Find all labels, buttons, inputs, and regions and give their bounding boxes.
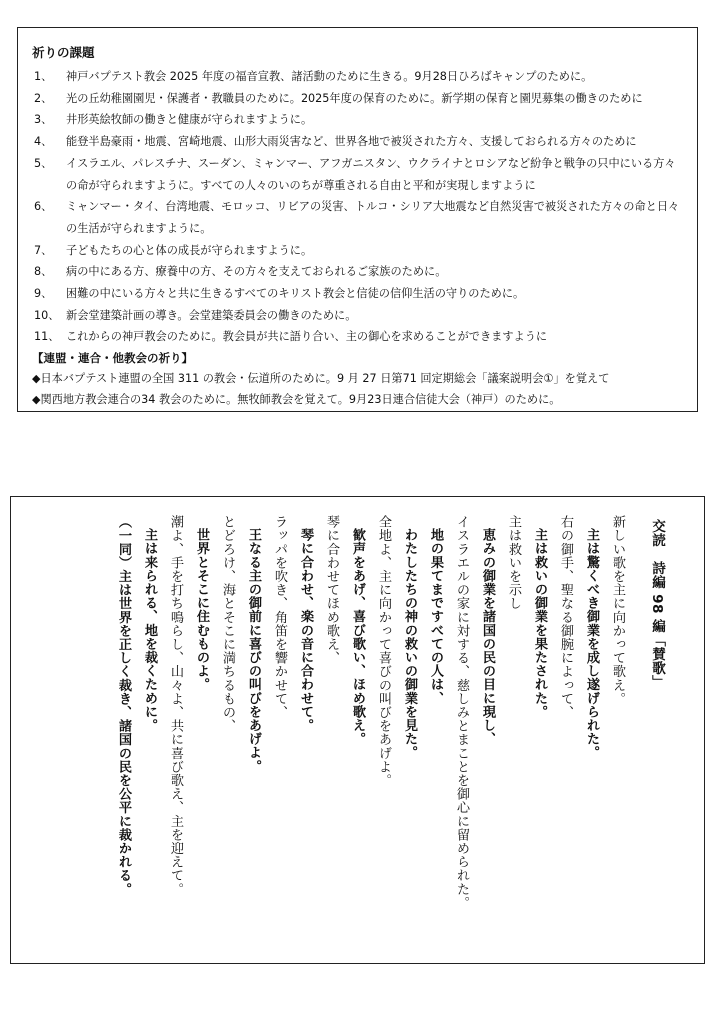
prayer-item-number: 8、 xyxy=(34,265,53,279)
reading-response-line: 恵みの御業を諸国の民の目に現し、 xyxy=(480,528,495,746)
prayer-section xyxy=(17,27,698,412)
prayer-item-text: 光の丘幼稚園園児・保護者・教職員のために。2025年度の保育のために。新学期の保育と園児募集の働きのために xyxy=(66,91,643,105)
diamond-bullet-icon: ◆ xyxy=(32,372,41,386)
reading-final-line xyxy=(110,515,136,955)
prayer-item xyxy=(32,109,685,131)
reading-leader-line: 主は救いを示し xyxy=(506,515,521,611)
prayer-item-text: これからの神戸教会のために。教会員が共に語り合い、主の御心を求めることができますように xyxy=(66,330,548,344)
responsive-reading-section xyxy=(10,496,705,964)
reading-leader-line: 全地よ、主に向かって喜びの叫びをあげよ。 xyxy=(376,515,391,787)
union-heading: 【連盟・連合・他教会の祈り】 xyxy=(32,351,193,366)
prayer-item-number: 2、 xyxy=(34,91,53,105)
reading-leader-line: とどろけ、海とそこに満ちるもの、 xyxy=(220,515,235,733)
prayer-item-text: 困難の中にいる方々と共に生きるすべてのキリスト教会と信徒の信仰生活の守りのために。 xyxy=(66,287,525,301)
prayer-item xyxy=(32,261,685,283)
prayer-list xyxy=(32,66,685,348)
reading-response-line: 世界とそこに住むものよ。 xyxy=(194,528,209,692)
reading-leader-line: ラッパを吹き、角笛を響かせて、 xyxy=(272,515,287,719)
prayer-item-number: 10、 xyxy=(34,308,60,322)
prayer-item xyxy=(32,305,685,327)
reading-leader-line: 潮よ、手を打ち鳴らし、山々よ、共に喜び歌え、主を迎えて。 xyxy=(168,515,183,896)
union-prayer-text: 日本バプテスト連盟の全国 311 の教会・伝道所のために。9 月 27 日第71 回定期総会「議案説明会①」を覚えて xyxy=(40,372,610,386)
prayer-item-number: 5、 xyxy=(34,156,53,170)
prayer-item-number: 11、 xyxy=(34,330,60,344)
union-prayer-item xyxy=(32,389,685,410)
reading-response-line: 琴に合わせ、楽の音に合わせて。 xyxy=(298,528,313,732)
prayer-item-text: 新会堂建築計画の導き。会堂建築委員会の働きのために。 xyxy=(66,308,357,322)
reading-response-line: 王なる主の御前に喜びの叫びをあげよ。 xyxy=(246,528,261,773)
prayer-item xyxy=(32,131,685,153)
prayer-item-text: 神戸バプテスト教会 2025 年度の福音宣教、諸活動のために生きる。9月28日ひろばキャンプのために。 xyxy=(66,70,593,83)
reading-leader-line: イスラエルの家に対する、慈しみとまことを御心に留められた。 xyxy=(454,515,469,910)
prayer-item-text: ミャンマー・タイ、台湾地震、モロッコ、リビアの災害、トルコ・シリア大地震など自然災害で被災された方々の命と日々の生活が守られますように。 xyxy=(66,200,680,235)
reading-title: 交読 詩編 98 編「賛歌」 xyxy=(649,519,665,689)
union-prayer-text: 関西地方教会連合の34 教会のために。無牧師教会を覚えて。9月23日連合信徒大会（神戸）のために。 xyxy=(40,393,561,407)
prayer-item-number: 7、 xyxy=(34,243,53,257)
reading-response-line: 主は驚くべき御業を成し遂げられた。 xyxy=(584,528,599,760)
prayer-item-number: 6、 xyxy=(34,200,53,214)
prayer-item xyxy=(32,88,685,110)
prayer-item xyxy=(32,326,685,348)
reading-final-prefix: （一同） xyxy=(116,515,131,570)
prayer-item-text: 子どもたちの心と体の成長が守られますように。 xyxy=(66,243,313,257)
reading-response-line: わたしたちの神の救いの御業を見た。 xyxy=(402,528,417,760)
prayer-item-number: 4、 xyxy=(34,135,53,149)
prayer-item xyxy=(32,283,685,305)
reading-response-line: 地の果てまですべての人は、 xyxy=(428,528,443,705)
prayer-item xyxy=(32,66,685,88)
union-prayer-item xyxy=(32,368,685,389)
reading-leader-line: 琴に合わせてほめ歌え、 xyxy=(324,515,339,665)
reading-response-line: 主は来られる、地を裁くために。 xyxy=(142,528,157,732)
union-list xyxy=(32,368,685,410)
reading-leader-line: 新しい歌を主に向かって歌え。 xyxy=(610,515,625,706)
reading-text xyxy=(110,515,670,955)
prayer-item-text: 病の中にある方、療養中の方、その方々を支えておられるご家族のために。 xyxy=(66,265,447,279)
prayer-item xyxy=(32,240,685,262)
prayer-item xyxy=(32,153,685,196)
prayer-item-number: 1、 xyxy=(34,70,53,83)
prayer-item xyxy=(32,196,685,239)
prayer-item-text: 能登半島豪雨・地震、宮崎地震、山形大雨災害など、世界各地で被災された方々、支援しておられる方々のために xyxy=(66,135,637,149)
diamond-bullet-icon: ◆ xyxy=(32,393,41,407)
prayer-item-number: 3、 xyxy=(34,113,53,127)
prayer-item-number: 9、 xyxy=(34,287,53,301)
reading-response-line: 歓声をあげ、喜び歌い、ほめ歌え。 xyxy=(350,528,365,746)
prayer-title: 祈りの課題 xyxy=(32,45,95,60)
prayer-item-text: イスラエル、パレスチナ、スーダン、ミャンマー、アフガニスタン、ウクライナとロシアなど紛争と戦争の只中にいる方々の命が守られますように。すべての人々のいのちが尊重される自由と平和が実現しますように xyxy=(66,156,676,192)
reading-final-text: 主は世界を正しく裁き、諸国の民を公平に裁かれる。 xyxy=(116,569,131,896)
reading-response-line: 主は救いの御業を果たされた。 xyxy=(532,528,547,719)
reading-leader-line: 右の御手、聖なる御腕によって、 xyxy=(558,515,573,719)
prayer-item-text: 井形英絵牧師の働きと健康が守られますように。 xyxy=(66,113,313,127)
